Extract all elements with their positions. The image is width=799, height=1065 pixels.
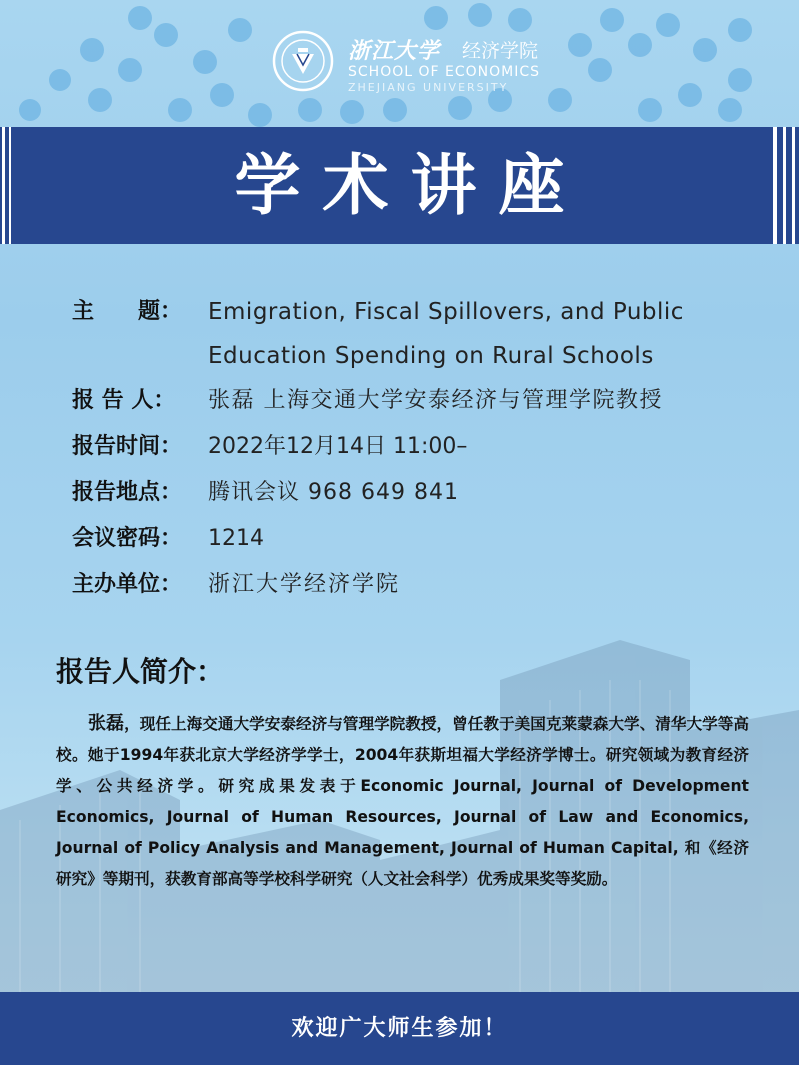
speaker-bio <box>56 708 749 895</box>
topic-label: 主 题： <box>72 299 183 324</box>
topic-line-2: Education Spending on Rural Schools <box>208 343 654 369</box>
place-value: 腾讯会议 968 649 841 <box>208 480 459 505</box>
speaker-intro-title: 报告人简介： <box>56 655 225 688</box>
password-value: 1214 <box>208 526 264 551</box>
host-value: 浙江大学经济学院 <box>208 572 401 597</box>
place-row <box>72 470 772 516</box>
speaker-bio-name: 张磊 <box>88 713 125 734</box>
lecture-info <box>72 290 772 608</box>
topic-row <box>72 290 772 378</box>
footer-banner <box>0 992 799 1065</box>
place-label: 报告地点： <box>72 480 183 505</box>
logo-school-name: 经济学院 <box>462 40 539 62</box>
logo-english-name: SCHOOL OF ECONOMICS <box>348 64 541 80</box>
zhejiang-university-emblem-icon <box>272 30 334 92</box>
speaker-row <box>72 378 772 424</box>
time-value: 2022年12月14日 11:00– <box>208 434 468 459</box>
speaker-value: 张磊 上海交通大学安泰经济与管理学院教授 <box>208 388 663 413</box>
school-logo <box>272 30 572 94</box>
speaker-label: 报 告 人： <box>72 388 176 413</box>
topic-value <box>208 290 684 378</box>
password-label: 会议密码： <box>72 526 183 551</box>
speaker-bio-text: ，现任上海交通大学安泰经济与管理学院教授，曾任教于美国克莱蒙森大学、清华大学等高校。她于1994年获北京大学经济学学士，2004年获斯坦福大学经济学博士。研究领域为教育经济学、公共经济学。研究成果发表于Economic Journal, Journal of Development Economics, Journal of Human Resources, Journal of Law and Economics, Journal of Policy Analysis and Management, Journal of Human Capital, 和《经济研究》等期刊，获教育部高等学校科学研究（人文社会科学）优秀成果奖等奖励。 <box>56 715 749 888</box>
poster-title: 学术讲座 <box>234 146 587 224</box>
welcome-text: 欢迎广大师生参加！ <box>291 1016 508 1041</box>
logo-university-name: ZHEJIANG UNIVERSITY <box>348 81 509 94</box>
host-row <box>72 562 772 608</box>
time-row <box>72 424 772 470</box>
title-banner <box>0 127 799 244</box>
host-label: 主办单位： <box>72 572 183 597</box>
password-row <box>72 516 772 562</box>
time-label: 报告时间： <box>72 434 183 459</box>
topic-line-1: Emigration, Fiscal Spillovers, and Public <box>208 299 684 325</box>
logo-chinese-name: 浙江大学 <box>348 38 441 64</box>
